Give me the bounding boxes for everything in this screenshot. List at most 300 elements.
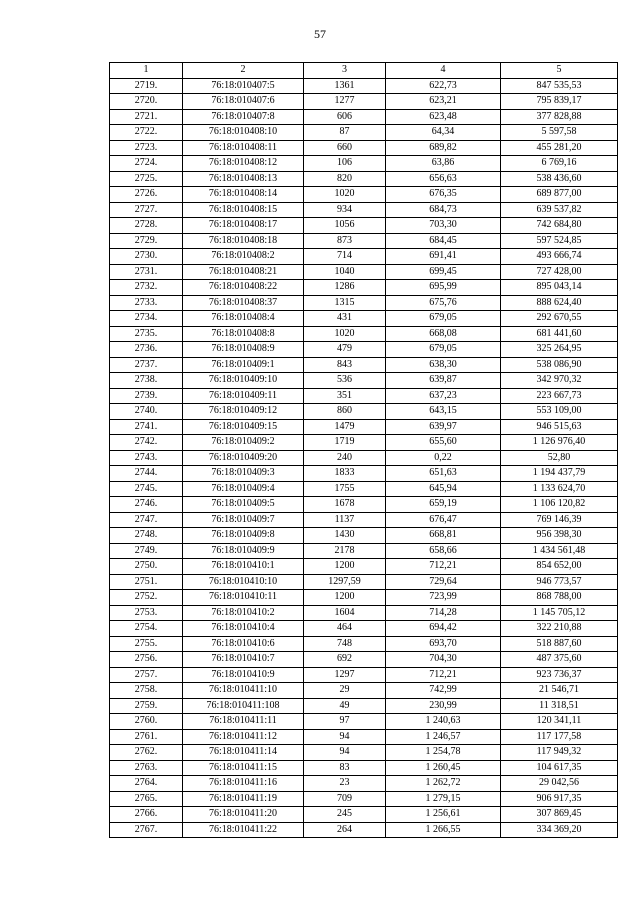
specific-value-cell: 1 279,15 [386,791,501,807]
specific-value-cell: 712,21 [386,559,501,575]
table-row [110,528,618,544]
area-cell: 1315 [304,295,386,311]
row-number-cell: 2735. [110,326,183,342]
cadastral-value-cell: 597 524,85 [501,233,618,249]
cadastral-number-cell: 76:18:010410:10 [183,574,304,590]
cadastral-value-cell: 956 398,30 [501,528,618,544]
specific-value-cell: 704,30 [386,652,501,668]
cadastral-number-cell: 76:18:010409:20 [183,450,304,466]
specific-value-cell: 1 262,72 [386,776,501,792]
area-cell: 1056 [304,218,386,234]
row-number-cell: 2764. [110,776,183,792]
cadastral-number-cell: 76:18:010411:22 [183,822,304,838]
specific-value-cell: 729,64 [386,574,501,590]
table-row [110,729,618,745]
specific-value-cell: 639,97 [386,419,501,435]
table-row [110,574,618,590]
cadastral-number-cell: 76:18:010409:15 [183,419,304,435]
row-number-cell: 2736. [110,342,183,358]
specific-value-cell: 1 240,63 [386,714,501,730]
table-row [110,760,618,776]
area-cell: 94 [304,745,386,761]
row-number-cell: 2752. [110,590,183,606]
cadastral-number-cell: 76:18:010408:10 [183,125,304,141]
cadastral-number-cell: 76:18:010410:2 [183,605,304,621]
cadastral-number-cell: 76:18:010408:2 [183,249,304,265]
row-number-cell: 2745. [110,481,183,497]
cadastral-value-cell: 639 537,82 [501,202,618,218]
specific-value-cell: 637,23 [386,388,501,404]
specific-value-cell: 64,34 [386,125,501,141]
table-row [110,218,618,234]
column-header: 4 [386,63,501,79]
specific-value-cell: 712,21 [386,667,501,683]
row-number-cell: 2757. [110,667,183,683]
cadastral-number-cell: 76:18:010411:19 [183,791,304,807]
row-number-cell: 2754. [110,621,183,637]
specific-value-cell: 0,22 [386,450,501,466]
table-row [110,202,618,218]
cadastral-value-cell: 307 869,45 [501,807,618,823]
table-row [110,342,618,358]
cadastral-value-cell: 6 769,16 [501,156,618,172]
specific-value-cell: 638,30 [386,357,501,373]
area-cell: 1137 [304,512,386,528]
row-number-cell: 2766. [110,807,183,823]
area-cell: 97 [304,714,386,730]
row-number-cell: 2726. [110,187,183,203]
cadastral-value-cell: 906 917,35 [501,791,618,807]
row-number-cell: 2765. [110,791,183,807]
table-row [110,683,618,699]
specific-value-cell: 676,35 [386,187,501,203]
cadastral-value-cell: 847 535,53 [501,78,618,94]
area-cell: 1200 [304,590,386,606]
area-cell: 1361 [304,78,386,94]
cadastral-value-cell: 52,80 [501,450,618,466]
area-cell: 106 [304,156,386,172]
specific-value-cell: 1 266,55 [386,822,501,838]
table-row [110,435,618,451]
cadastral-number-cell: 76:18:010411:10 [183,683,304,699]
row-number-cell: 2756. [110,652,183,668]
table-row [110,404,618,420]
cadastral-value-cell: 11 318,51 [501,698,618,714]
column-header: 3 [304,63,386,79]
table-row [110,125,618,141]
cadastral-value-cell: 538 436,60 [501,171,618,187]
table-row [110,373,618,389]
table-row [110,171,618,187]
table-row [110,621,618,637]
row-number-cell: 2724. [110,156,183,172]
specific-value-cell: 651,63 [386,466,501,482]
table-row [110,78,618,94]
area-cell: 1755 [304,481,386,497]
cadastral-number-cell: 76:18:010409:1 [183,357,304,373]
area-cell: 660 [304,140,386,156]
cadastral-number-cell: 76:18:010407:5 [183,78,304,94]
cadastral-value-cell: 117 177,58 [501,729,618,745]
cadastral-number-cell: 76:18:010411:108 [183,698,304,714]
cadastral-number-cell: 76:18:010409:8 [183,528,304,544]
row-number-cell: 2758. [110,683,183,699]
area-cell: 873 [304,233,386,249]
row-number-cell: 2751. [110,574,183,590]
cadastral-value-cell: 1 194 437,79 [501,466,618,482]
table-header-row [110,63,618,79]
column-header: 2 [183,63,304,79]
table-row [110,822,618,838]
cadastral-value-cell: 334 369,20 [501,822,618,838]
cadastral-value-cell: 538 086,90 [501,357,618,373]
specific-value-cell: 694,42 [386,621,501,637]
cadastral-value-cell: 487 375,60 [501,652,618,668]
specific-value-cell: 699,45 [386,264,501,280]
table-row [110,140,618,156]
cadastral-value-cell: 1 434 561,48 [501,543,618,559]
area-cell: 29 [304,683,386,699]
cadastral-value-cell: 769 146,39 [501,512,618,528]
specific-value-cell: 639,87 [386,373,501,389]
cadastral-number-cell: 76:18:010408:12 [183,156,304,172]
specific-value-cell: 656,63 [386,171,501,187]
cadastral-value-cell: 727 428,00 [501,264,618,280]
cadastral-value-cell: 120 341,11 [501,714,618,730]
table-row [110,590,618,606]
table-row [110,326,618,342]
area-cell: 83 [304,760,386,776]
table-row [110,249,618,265]
table-row [110,466,618,482]
specific-value-cell: 63,86 [386,156,501,172]
specific-value-cell: 1 246,57 [386,729,501,745]
cadastral-number-cell: 76:18:010408:17 [183,218,304,234]
cadastral-number-cell: 76:18:010408:22 [183,280,304,296]
row-number-cell: 2734. [110,311,183,327]
table-row [110,497,618,513]
row-number-cell: 2725. [110,171,183,187]
area-cell: 843 [304,357,386,373]
table-row [110,295,618,311]
area-cell: 94 [304,729,386,745]
area-cell: 479 [304,342,386,358]
cadastral-value-cell: 104 617,35 [501,760,618,776]
cadastral-value-cell: 322 210,88 [501,621,618,637]
cadastral-number-cell: 76:18:010409:5 [183,497,304,513]
area-cell: 264 [304,822,386,838]
table-row [110,94,618,110]
area-cell: 606 [304,109,386,125]
specific-value-cell: 668,81 [386,528,501,544]
cadastral-number-cell: 76:18:010411:11 [183,714,304,730]
specific-value-cell: 723,99 [386,590,501,606]
specific-value-cell: 714,28 [386,605,501,621]
cadastral-number-cell: 76:18:010411:14 [183,745,304,761]
specific-value-cell: 689,82 [386,140,501,156]
cadastral-number-cell: 76:18:010408:13 [183,171,304,187]
area-cell: 1719 [304,435,386,451]
table-body [110,78,618,838]
cadastral-value-cell: 493 666,74 [501,249,618,265]
cadastral-value-cell: 946 773,57 [501,574,618,590]
row-number-cell: 2750. [110,559,183,575]
cadastral-value-table [109,62,618,838]
area-cell: 820 [304,171,386,187]
row-number-cell: 2720. [110,94,183,110]
specific-value-cell: 643,15 [386,404,501,420]
table-row [110,419,618,435]
cadastral-value-cell: 1 145 705,12 [501,605,618,621]
area-cell: 1286 [304,280,386,296]
row-number-cell: 2749. [110,543,183,559]
cadastral-number-cell: 76:18:010408:15 [183,202,304,218]
cadastral-number-cell: 76:18:010407:8 [183,109,304,125]
cadastral-value-cell: 553 109,00 [501,404,618,420]
cadastral-number-cell: 76:18:010408:9 [183,342,304,358]
specific-value-cell: 684,73 [386,202,501,218]
row-number-cell: 2738. [110,373,183,389]
row-number-cell: 2729. [110,233,183,249]
table-row [110,807,618,823]
row-number-cell: 2721. [110,109,183,125]
cadastral-value-cell: 518 887,60 [501,636,618,652]
cadastral-value-cell: 223 667,73 [501,388,618,404]
cadastral-number-cell: 76:18:010408:11 [183,140,304,156]
cadastral-number-cell: 76:18:010408:4 [183,311,304,327]
table-row [110,311,618,327]
specific-value-cell: 695,99 [386,280,501,296]
cadastral-value-cell: 795 839,17 [501,94,618,110]
row-number-cell: 2723. [110,140,183,156]
row-number-cell: 2746. [110,497,183,513]
table-row [110,605,618,621]
row-number-cell: 2737. [110,357,183,373]
specific-value-cell: 659,19 [386,497,501,513]
page-number: 57 [314,27,326,41]
cadastral-number-cell: 76:18:010409:12 [183,404,304,420]
table-row [110,776,618,792]
area-cell: 1833 [304,466,386,482]
specific-value-cell: 668,08 [386,326,501,342]
cadastral-number-cell: 76:18:010409:7 [183,512,304,528]
row-number-cell: 2728. [110,218,183,234]
cadastral-value-cell: 117 949,32 [501,745,618,761]
area-cell: 23 [304,776,386,792]
cadastral-value-cell: 455 281,20 [501,140,618,156]
area-cell: 245 [304,807,386,823]
area-cell: 431 [304,311,386,327]
row-number-cell: 2761. [110,729,183,745]
area-cell: 464 [304,621,386,637]
area-cell: 536 [304,373,386,389]
table-row [110,667,618,683]
area-cell: 49 [304,698,386,714]
table-row [110,481,618,497]
area-cell: 1297 [304,667,386,683]
cadastral-value-cell: 377 828,88 [501,109,618,125]
cadastral-number-cell: 76:18:010410:11 [183,590,304,606]
table-row [110,559,618,575]
table-row [110,187,618,203]
row-number-cell: 2731. [110,264,183,280]
specific-value-cell: 679,05 [386,342,501,358]
specific-value-cell: 676,47 [386,512,501,528]
row-number-cell: 2744. [110,466,183,482]
row-number-cell: 2733. [110,295,183,311]
specific-value-cell: 684,45 [386,233,501,249]
row-number-cell: 2730. [110,249,183,265]
table-row [110,636,618,652]
cadastral-number-cell: 76:18:010410:7 [183,652,304,668]
table-row [110,652,618,668]
cadastral-number-cell: 76:18:010409:11 [183,388,304,404]
specific-value-cell: 675,76 [386,295,501,311]
cadastral-value-cell: 5 597,58 [501,125,618,141]
row-number-cell: 2722. [110,125,183,141]
row-number-cell: 2743. [110,450,183,466]
cadastral-value-cell: 1 133 624,70 [501,481,618,497]
specific-value-cell: 623,21 [386,94,501,110]
specific-value-cell: 1 260,45 [386,760,501,776]
area-cell: 1430 [304,528,386,544]
area-cell: 1277 [304,94,386,110]
row-number-cell: 2739. [110,388,183,404]
table-row [110,233,618,249]
row-number-cell: 2748. [110,528,183,544]
area-cell: 1604 [304,605,386,621]
row-number-cell: 2727. [110,202,183,218]
cadastral-number-cell: 76:18:010410:4 [183,621,304,637]
column-header: 5 [501,63,618,79]
area-cell: 692 [304,652,386,668]
cadastral-number-cell: 76:18:010411:20 [183,807,304,823]
area-cell: 1297,59 [304,574,386,590]
cadastral-value-cell: 21 546,71 [501,683,618,699]
table-row [110,450,618,466]
specific-value-cell: 703,30 [386,218,501,234]
cadastral-value-cell: 888 624,40 [501,295,618,311]
area-cell: 1020 [304,326,386,342]
table-row [110,543,618,559]
specific-value-cell: 742,99 [386,683,501,699]
cadastral-number-cell: 76:18:010409:3 [183,466,304,482]
area-cell: 709 [304,791,386,807]
cadastral-value-cell: 946 515,63 [501,419,618,435]
row-number-cell: 2767. [110,822,183,838]
cadastral-number-cell: 76:18:010408:37 [183,295,304,311]
cadastral-number-cell: 76:18:010408:18 [183,233,304,249]
specific-value-cell: 623,48 [386,109,501,125]
cadastral-number-cell: 76:18:010411:12 [183,729,304,745]
cadastral-value-cell: 1 126 976,40 [501,435,618,451]
cadastral-value-cell: 325 264,95 [501,342,618,358]
table-row [110,156,618,172]
cadastral-number-cell: 76:18:010410:1 [183,559,304,575]
specific-value-cell: 230,99 [386,698,501,714]
row-number-cell: 2763. [110,760,183,776]
cadastral-value-cell: 29 042,56 [501,776,618,792]
row-number-cell: 2740. [110,404,183,420]
row-number-cell: 2719. [110,78,183,94]
cadastral-value-cell: 292 670,55 [501,311,618,327]
specific-value-cell: 645,94 [386,481,501,497]
area-cell: 1020 [304,187,386,203]
cadastral-value-cell: 689 877,00 [501,187,618,203]
row-number-cell: 2753. [110,605,183,621]
area-cell: 748 [304,636,386,652]
cadastral-value-cell: 895 043,14 [501,280,618,296]
cadastral-number-cell: 76:18:010409:10 [183,373,304,389]
area-cell: 351 [304,388,386,404]
specific-value-cell: 693,70 [386,636,501,652]
cadastral-number-cell: 76:18:010409:2 [183,435,304,451]
table-row [110,109,618,125]
cadastral-value-cell: 342 970,32 [501,373,618,389]
cadastral-number-cell: 76:18:010409:9 [183,543,304,559]
cadastral-number-cell: 76:18:010411:15 [183,760,304,776]
cadastral-number-cell: 76:18:010411:16 [183,776,304,792]
row-number-cell: 2747. [110,512,183,528]
cadastral-value-cell: 923 736,37 [501,667,618,683]
column-header: 1 [110,63,183,79]
table-row [110,714,618,730]
cadastral-number-cell: 76:18:010408:21 [183,264,304,280]
cadastral-value-cell: 681 441,60 [501,326,618,342]
area-cell: 1479 [304,419,386,435]
row-number-cell: 2760. [110,714,183,730]
row-number-cell: 2755. [110,636,183,652]
row-number-cell: 2742. [110,435,183,451]
row-number-cell: 2762. [110,745,183,761]
cadastral-number-cell: 76:18:010407:6 [183,94,304,110]
table-row [110,264,618,280]
area-cell: 240 [304,450,386,466]
specific-value-cell: 1 256,61 [386,807,501,823]
cadastral-value-cell: 868 788,00 [501,590,618,606]
row-number-cell: 2741. [110,419,183,435]
row-number-cell: 2759. [110,698,183,714]
specific-value-cell: 622,73 [386,78,501,94]
table-row [110,745,618,761]
row-number-cell: 2732. [110,280,183,296]
cadastral-number-cell: 76:18:010409:4 [183,481,304,497]
area-cell: 87 [304,125,386,141]
cadastral-value-cell: 742 684,80 [501,218,618,234]
area-cell: 714 [304,249,386,265]
specific-value-cell: 658,66 [386,543,501,559]
specific-value-cell: 1 254,78 [386,745,501,761]
table-row [110,698,618,714]
cadastral-number-cell: 76:18:010408:14 [183,187,304,203]
cadastral-value-cell: 1 106 120,82 [501,497,618,513]
table-row [110,388,618,404]
area-cell: 860 [304,404,386,420]
specific-value-cell: 691,41 [386,249,501,265]
area-cell: 1678 [304,497,386,513]
area-cell: 2178 [304,543,386,559]
specific-value-cell: 655,60 [386,435,501,451]
cadastral-value-cell: 854 652,00 [501,559,618,575]
specific-value-cell: 679,05 [386,311,501,327]
area-cell: 1040 [304,264,386,280]
cadastral-number-cell: 76:18:010410:6 [183,636,304,652]
cadastral-number-cell: 76:18:010410:9 [183,667,304,683]
area-cell: 1200 [304,559,386,575]
table-row [110,791,618,807]
table-row [110,280,618,296]
cadastral-number-cell: 76:18:010408:8 [183,326,304,342]
